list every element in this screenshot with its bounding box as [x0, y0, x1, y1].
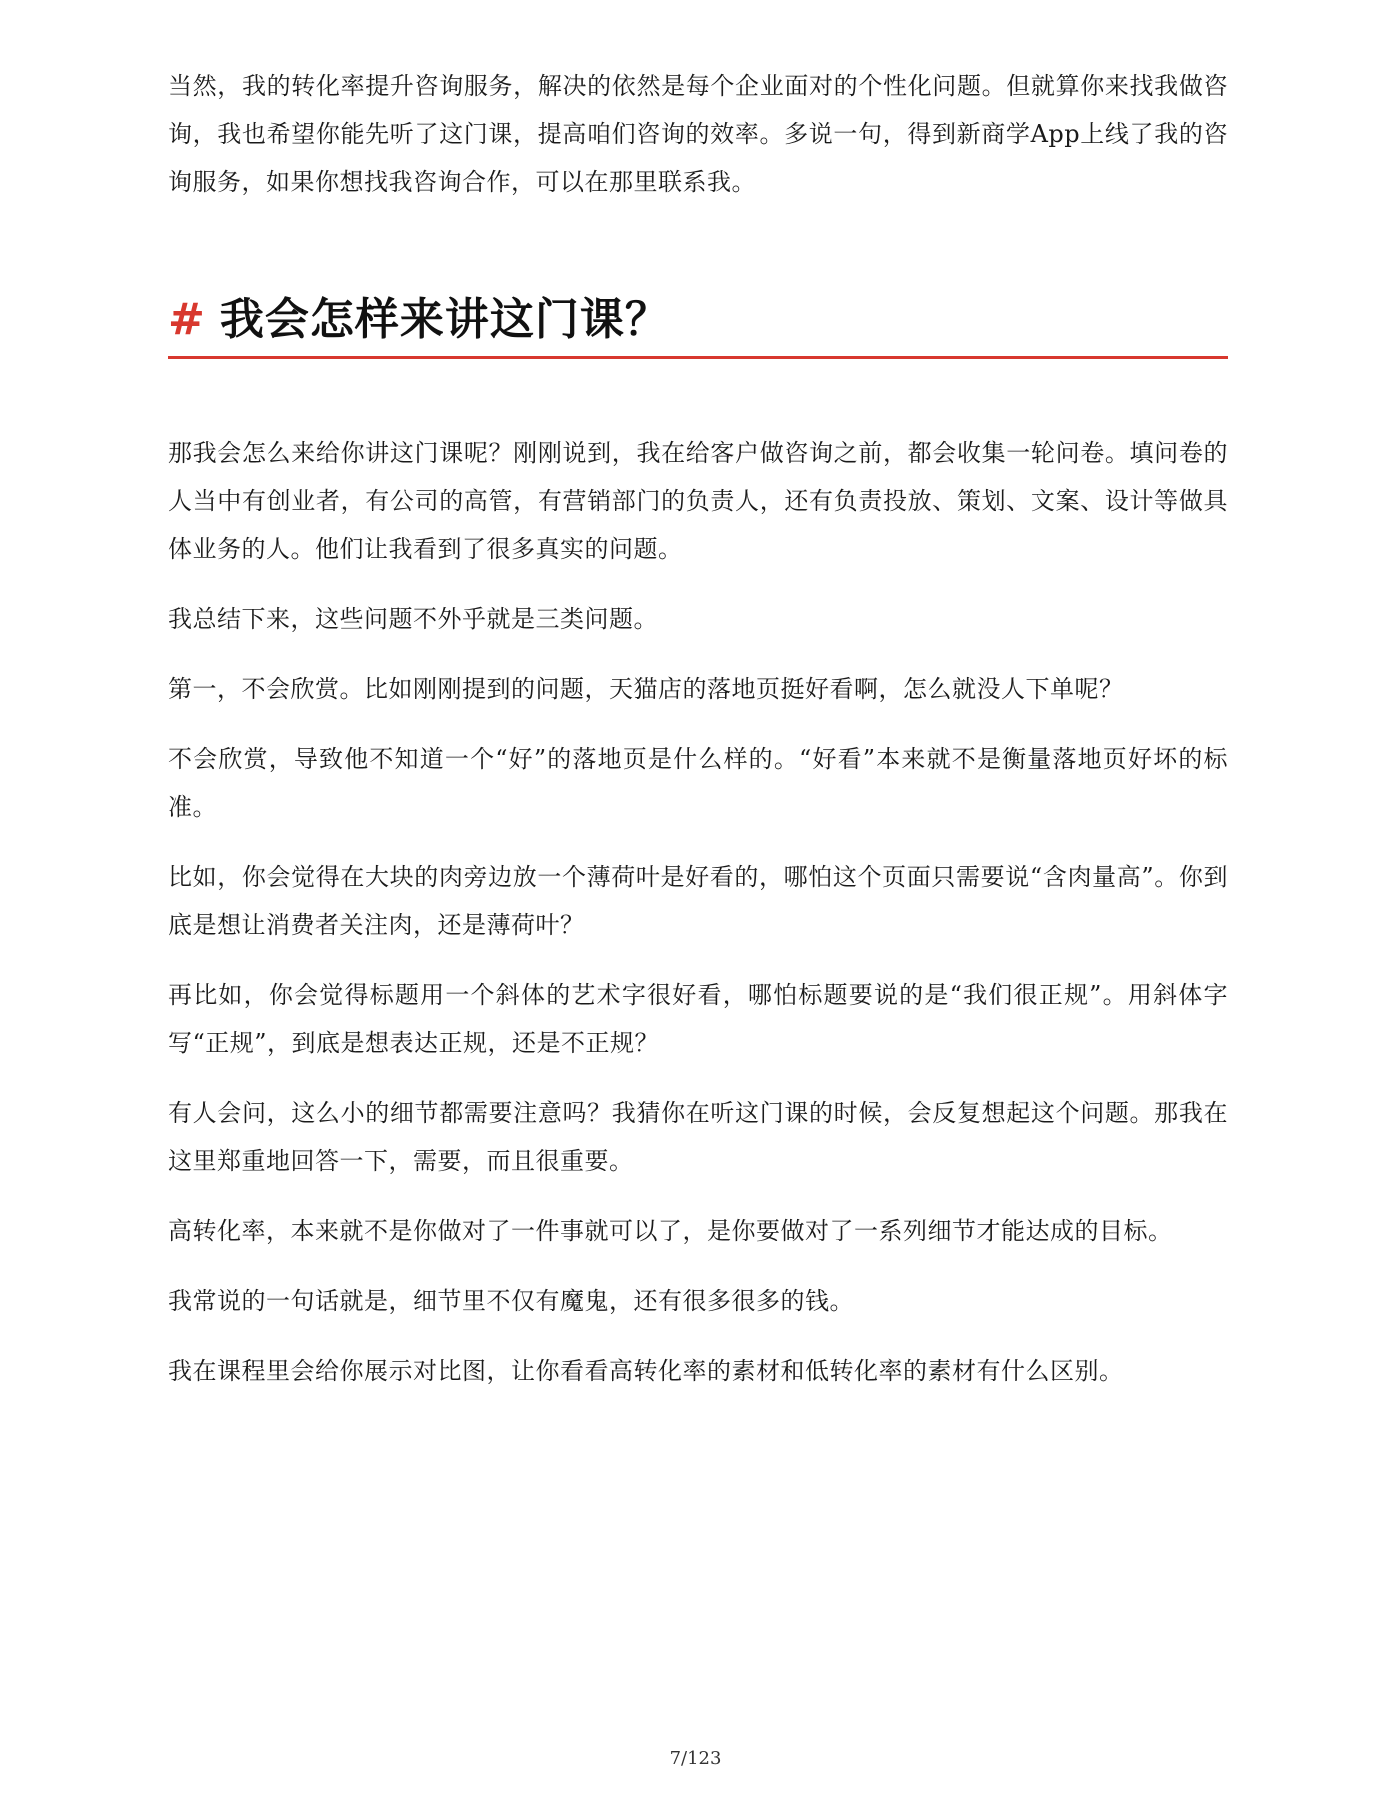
page-content [168, 62, 1228, 1417]
body-paragraph: 有人会问，这么小的细节都需要注意吗？我猜你在听这门课的时候，会反复想起这个问题。那我在这里郑重地回答一下，需要，而且很重要。 [168, 1099, 1228, 1175]
section-heading-block [168, 288, 1228, 359]
heading-hash-mark: # [168, 294, 206, 345]
body-paragraph: 高转化率，本来就不是你做对了一件事就可以了，是你要做对了一系列细节才能达成的目标。 [168, 1217, 1173, 1245]
body-paragraph: 我常说的一句话就是，细节里不仅有魔鬼，还有很多很多的钱。 [168, 1287, 854, 1315]
body-paragraph: 我在课程里会给你展示对比图，让你看看高转化率的素材和低转化率的素材有什么区别。 [168, 1357, 1124, 1385]
body-paragraph: 不会欣赏，导致他不知道一个“好”的落地页是什么样的。“好看”本来就不是衡量落地页好坏的标准。 [168, 745, 1228, 821]
section-heading [168, 288, 1228, 352]
body-paragraph: 比如，你会觉得在大块的肉旁边放一个薄荷叶是好看的，哪怕这个页面只需要说“含肉量高”。你到底是想让消费者关注肉，还是薄荷叶？ [168, 863, 1228, 939]
page-number: 7/123 [669, 1748, 722, 1769]
body-paragraph: 那我会怎么来给你讲这门课呢？刚刚说到，我在给客户做咨询之前，都会收集一轮问卷。填问卷的人当中有创业者，有公司的高管，有营销部门的负责人，还有负责投放、策划、文案、设计等做具体业务的人。他们让我看到了很多真实的问题。 [168, 439, 1228, 563]
body-paragraph: 我总结下来，这些问题不外乎就是三类问题。 [168, 605, 658, 633]
body-paragraph: 第一，不会欣赏。比如刚刚提到的问题，天猫店的落地页挺好看啊，怎么就没人下单呢？ [168, 675, 1124, 703]
section-heading-title: 我会怎样来讲这门课？ [219, 294, 670, 345]
intro-paragraph: 当然，我的转化率提升咨询服务，解决的依然是每个企业面对的个性化问题。但就算你来找我做咨询，我也希望你能先听了这门课，提高咱们咨询的效率。多说一句，得到新商学App上线了我的咨询服务，如果你想找我咨询合作，可以在那里联系我。 [168, 72, 1228, 196]
body-paragraph: 再比如，你会觉得标题用一个斜体的艺术字很好看，哪怕标题要说的是“我们很正规”。用斜体字写“正规”，到底是想表达正规，还是不正规？ [168, 981, 1228, 1057]
